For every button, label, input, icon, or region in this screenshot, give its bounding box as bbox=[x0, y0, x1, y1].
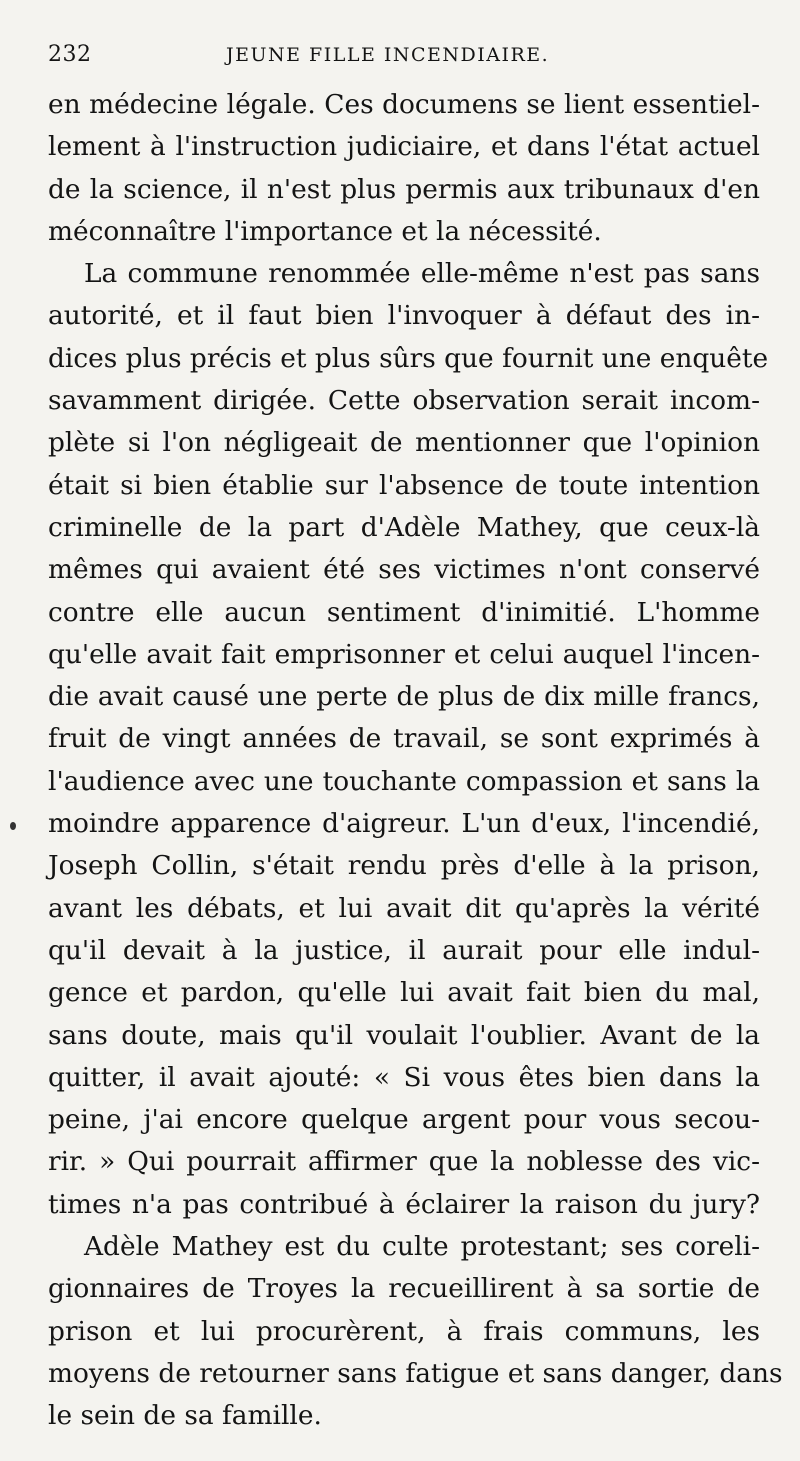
text-line: gence et pardon, qu'elle lui avait fait bien du mal, bbox=[48, 977, 760, 1009]
text-line: times n'a pas contribué à éclairer la raison du jury? bbox=[48, 1188, 760, 1220]
text-line: La commune renommée elle-même n'est pas sans bbox=[84, 258, 760, 290]
text-line: qu'elle avait fait emprisonner et celui auquel l'incen- bbox=[48, 638, 760, 670]
text-line: peine, j'ai encore quelque argent pour vous secou- bbox=[48, 1104, 760, 1136]
text-line: mêmes qui avaient été ses victimes n'ont conservé bbox=[48, 554, 760, 586]
text-line: quitter, il avait ajouté: « Si vous êtes bien dans la bbox=[48, 1061, 760, 1093]
text-line: Adèle Mathey est du culte protestant; ses coreli- bbox=[84, 1231, 760, 1263]
text-line: méconnaître l'importance et la nécessité. bbox=[48, 215, 602, 247]
text-line: lement à l'instruction judiciaire, et dans l'état actuel bbox=[48, 131, 760, 163]
text-line: plète si l'on négligeait de mentionner que l'opinion bbox=[48, 427, 760, 459]
text-line: avant les débats, et lui avait dit qu'après la vérité bbox=[48, 892, 760, 924]
text-line: Joseph Collin, s'était rendu près d'elle à la prison, bbox=[48, 850, 760, 882]
text-line: en médecine légale. Ces documens se lient essentiel- bbox=[48, 89, 760, 120]
text-line: dices plus précis et plus sûrs que fournit une enquête bbox=[48, 342, 769, 374]
text-line: sans doute, mais qu'il voulait l'oublier. Avant de la bbox=[48, 1019, 760, 1051]
text-line: gionnaires de Troyes la recueillirent à sa sortie de bbox=[48, 1273, 760, 1305]
body-text bbox=[48, 84, 783, 1438]
text-line: était si bien établie sur l'absence de toute intention bbox=[48, 469, 760, 501]
text-line: de la science, il n'est plus permis aux tribunaux d'en bbox=[48, 173, 760, 205]
text-line: le sein de sa famille. bbox=[48, 1400, 322, 1432]
text-line: qu'il devait à la justice, il aurait pour elle indul- bbox=[48, 934, 760, 966]
text-line: moyens de retourner sans fatigue et sans danger, dans bbox=[48, 1357, 783, 1389]
page-header bbox=[48, 42, 768, 76]
text-line: die avait causé une perte de plus de dix mille francs, bbox=[48, 681, 760, 713]
text-line: moindre apparence d'aigreur. L'un d'eux, l'incendié, bbox=[48, 808, 760, 840]
text-line: criminelle de la part d'Adèle Mathey, que ceux-là bbox=[48, 511, 760, 543]
text-line: l'audience avec une touchante compassion et sans la bbox=[48, 765, 760, 797]
text-line: contre elle aucun sentiment d'inimitié. L'homme bbox=[48, 596, 760, 628]
text-line: savamment dirigée. Cette observation serait incom- bbox=[48, 385, 760, 417]
text-line: rir. » Qui pourrait affirmer que la noblesse des vic- bbox=[48, 1146, 760, 1178]
page-number: 232 bbox=[48, 42, 92, 67]
margin-ink-dot bbox=[10, 822, 16, 830]
running-title: JEUNE FILLE INCENDIAIRE. bbox=[226, 44, 550, 66]
text-line: fruit de vingt années de travail, se sont exprimés à bbox=[48, 723, 760, 755]
text-line: prison et lui procurèrent, à frais communs, les bbox=[48, 1315, 760, 1347]
text-line: autorité, et il faut bien l'invoquer à défaut des in- bbox=[48, 300, 760, 332]
